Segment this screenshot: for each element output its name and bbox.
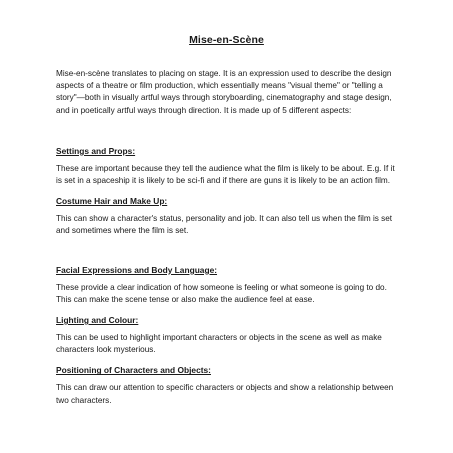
intro-paragraph: Mise-en-scène translates to placing on stage. It is an expression used to describe the design aspects of a theatre or film production, which essentially means "visual theme" or "telling a story"—both in visually artful ways through storyboarding, cinematography and stage design, and in poetically artful ways through direction. It is made up of 5 different aspects: [56,69,392,115]
section-heading-settings-props: Settings and Props: [56,145,136,156]
section-heading-positioning: Positioning of Characters and Objects: [56,365,211,376]
section-body-settings-props: These are important because they tell the audience what the film is likely to be about. E.g. If it is set in a spaceship it is likely to be sci-fi and if there are guns it is likely to be an action film. [56,163,395,186]
section-body-positioning: This can draw our attention to specific characters or objects and show a relationship between two characters. [56,383,394,405]
section-heading-facial-expressions: Facial Expressions and Body Language: [56,264,218,275]
document-title: Mise-en-Scène [189,34,264,46]
section-body-lighting-colour: This can be used to highlight important characters or objects in the scene as well as make characters look mysterious. [56,333,382,355]
section-body-costume-hair-makeup: This can show a character's status, personality and job. It can also tell us when the film is set and sometimes where the film is set. [56,214,393,236]
section-heading-lighting-colour: Lighting and Colour: [56,315,139,326]
section-body-facial-expressions: These provide a clear indication of how someone is feeling or what someone is going to do. This can make the scene tense or also make the audience feel at ease. [56,282,387,304]
section-heading-costume-hair-makeup: Costume Hair and Make Up: [56,196,168,207]
